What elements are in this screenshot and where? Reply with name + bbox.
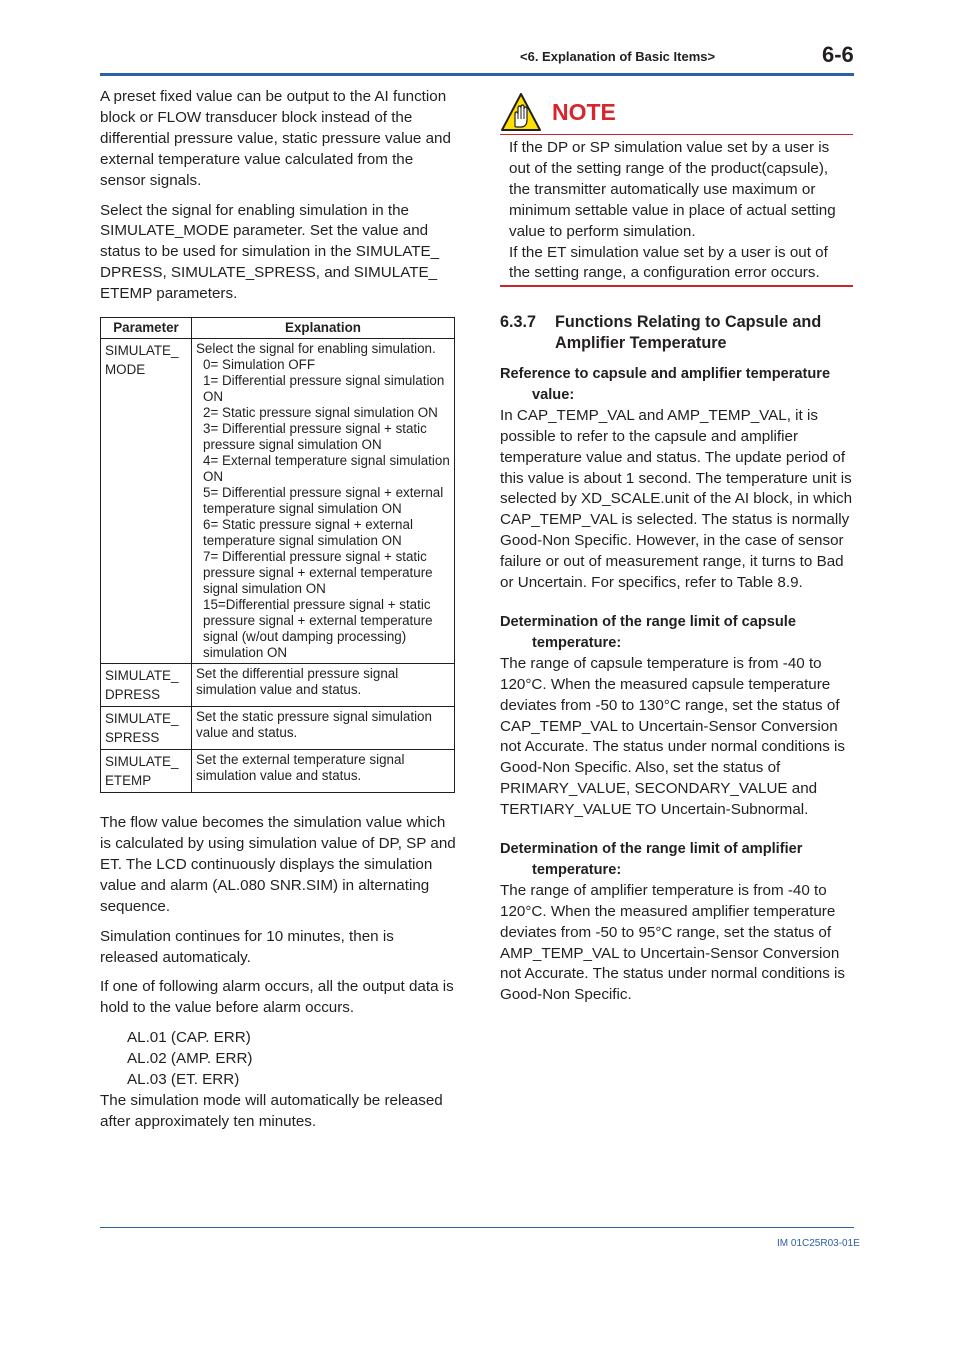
select-signal-paragraph: Select the signal for enabling simulation in the SIMULATE_MODE parameter. Set the value and status to be used for simulation in the SIMULATE_ DPRESS, SIMULATE_SPRESS, and SIMULATE_ ETEMP parameters.	[100, 201, 440, 303]
reference-paragraph: In CAP_TEMP_VAL and AMP_TEMP_VAL, it is possible to refer to the capsule and amplifier temperature value and status. The update period of this value is about 1 second. The temperature unit is selected by XD_SCALE.unit of the AI block, in which CAP_TEMP_VAL is selected. The status is normally Good-Non Specific. However, in the case of sensor failure or out of measurement range, it turns to Bad or Uncertain. For specifics, refer to Table 8.9.	[500, 406, 853, 592]
param-name: SIMULATE_ SPRESS	[101, 707, 192, 750]
subheading-reference: Reference to capsule and amplifier temperature value:	[500, 366, 831, 403]
simulation-parameter-table	[100, 317, 455, 793]
table-row	[101, 339, 455, 664]
table-header-row	[101, 318, 455, 339]
note-et-text: If the ET simulation value set by a user is out of the setting range, a configuration error occurs.	[509, 243, 828, 282]
param-name: SIMULATE_ DPRESS	[101, 664, 192, 707]
alarm-item: AL.01 (CAP. ERR)	[127, 1029, 251, 1047]
note-header	[500, 90, 853, 135]
option-15: 15=Differential pressure signal + static pressure signal + external temperature signal (w/out damping processing) simulation ON	[203, 597, 433, 661]
warning-hand-icon	[500, 92, 542, 132]
table-row	[101, 750, 455, 793]
param-explanation: Set the external temperature signal simulation value and status.	[192, 750, 455, 793]
note-dp-sp-text: If the DP or SP simulation value set by a user is out of the setting range of the product(capsule), the transmitter automatically use maximum or minimum settable value in place of actual setting value to perform simulation.	[509, 139, 836, 240]
option-7: 7= Differential pressure signal + static pressure signal + external temperature signal simulation ON	[203, 549, 433, 597]
subheading-capsule-limit: Determination of the range limit of capsule temperature:	[500, 613, 796, 651]
auto-release-paragraph: The simulation mode will automatically be released after approximately ten minutes.	[100, 1091, 443, 1130]
param-explanation: Set the static pressure signal simulation value and status.	[192, 707, 455, 750]
option-2: 2= Static pressure signal simulation ON	[203, 405, 438, 421]
section-reference: <6. Explanation of Basic Items>	[520, 49, 716, 64]
right-column	[500, 364, 856, 1015]
alarm-item: AL.02 (AMP. ERR)	[127, 1050, 253, 1068]
explanation-intro: Select the signal for enabling simulation.	[196, 341, 436, 357]
option-0: 0= Simulation OFF	[203, 357, 316, 373]
note-body	[500, 135, 853, 287]
flow-value-paragraph: The flow value becomes the simulation value which is calculated by using simulation value of DP, SP and ET. The LCD continuously displays the simulation value and alarm (AL.080 SNR.SIM) in alternating sequence.	[100, 814, 456, 915]
option-4: 4= External temperature signal simulation ON	[203, 453, 450, 485]
param-name: SIMULATE_ MODE	[101, 339, 192, 664]
alarm-item: AL.03 (ET. ERR)	[127, 1071, 240, 1089]
intro-paragraph: A preset fixed value can be output to the AI function block or FLOW transducer block instead of the differential pressure value, static pressure value and external temperature value calculated from the sensor signals.	[100, 88, 451, 189]
footer-rule	[100, 1227, 854, 1228]
amplifier-limit-paragraph: The range of amplifier temperature is from -40 to 120°C. When the measured amplifier temperature deviates from -50 to 95°C range, set the status of AMP_TEMP_VAL to Uncertain-Sensor Conversion not Accurate. The status under normal conditions is Good-Non Specific.	[500, 881, 846, 1004]
table-header-parameter: Parameter	[101, 318, 192, 339]
left-column	[100, 87, 456, 1133]
note-box	[500, 90, 853, 287]
option-6: 6= Static pressure signal + external temperature signal simulation ON	[203, 517, 413, 549]
capsule-limit-paragraph: The range of capsule temperature is from -40 to 120°C. When the measured capsule temperature deviates from -50 to 130°C range, set the status of CAP_TEMP_VAL to Uncertain-Sensor Conversion not Accurate. The status under normal conditions is Good-Non Specific. Also, set the status of PRIMARY_VALUE, SECONDARY_VALUE and TERTIARY_VALUE TO Uncertain-Subnormal.	[500, 654, 846, 819]
option-5: 5= Differential pressure signal + external temperature signal simulation ON	[203, 485, 444, 517]
param-explanation: Set the differential pressure signal simulation value and status.	[192, 664, 455, 707]
table-row	[101, 707, 455, 750]
section-title: Functions Relating to Capsule and Amplifier Temperature	[555, 313, 822, 352]
table-row	[101, 664, 455, 707]
section-heading	[500, 312, 856, 354]
page-number: 6-6	[822, 42, 854, 67]
option-3: 3= Differential pressure signal + static pressure signal simulation ON	[203, 421, 427, 453]
param-name: SIMULATE_ ETEMP	[101, 750, 192, 793]
note-title: NOTE	[552, 98, 616, 125]
section-number: 6.3.7	[500, 313, 537, 331]
header-rule	[100, 73, 854, 76]
alarm-hold-paragraph: If one of following alarm occurs, all the output data is hold to the value before alarm occurs.	[100, 978, 454, 1017]
subheading-amplifier-limit: Determination of the range limit of amplifier temperature:	[500, 841, 803, 878]
simulation-duration-paragraph: Simulation continues for 10 minutes, then is released automaticaly.	[100, 927, 394, 966]
param-explanation	[192, 339, 455, 664]
document-id: IM 01C25R03-01E	[777, 1238, 860, 1249]
option-1: 1= Differential pressure signal simulation ON	[203, 373, 445, 405]
table-header-explanation: Explanation	[192, 318, 455, 339]
